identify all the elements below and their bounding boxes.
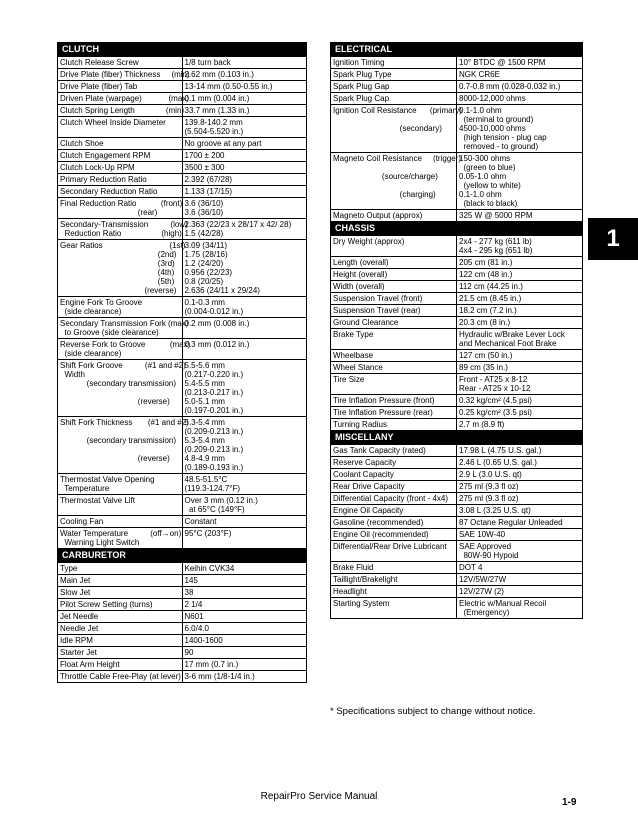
spec-value: N601 [182,611,307,623]
spec-value: Constant [182,516,307,528]
spec-label: Drive Plate (fiber) Tab [58,81,183,93]
spec-value: 3.09 (34/11) 1.75 (28/16) 1.2 (24/20) 0.956 (22/23) 0.8 (20/25) 2.636 (24/11 x 29/24) [182,240,307,297]
spec-value: 122 cm (48 in.) [457,269,583,281]
spec-value: NGK CR6E [457,69,583,81]
section-header [331,431,583,445]
spec-value: 12V/27W (2) [457,586,583,598]
spec-value: 139.8-140.2 mm (5.504-5.520 in.) [182,117,307,138]
spec-label: Brake Fluid [331,562,457,574]
spec-label: Brake Type [331,329,457,350]
spec-row [58,174,307,186]
spec-label: Engine Fork To Groove (side clearance) [58,297,183,318]
spec-label: Tire Size [331,374,457,395]
spec-label: Gas Tank Capacity (rated) [331,445,457,457]
spec-value: 38 [182,587,307,599]
spec-value: SAE 10W-40 [457,529,583,541]
spec-row [58,516,307,528]
spec-label: Float Arm Height [58,659,183,671]
spec-value: 1400-1600 [182,635,307,647]
spec-value: 6.0/4.0 [182,623,307,635]
spec-label: Height (overall) [331,269,457,281]
spec-label: Reverse Fork to Groove (max) (side clearance) [58,339,183,360]
spec-value: 127 cm (50 in.) [457,350,583,362]
spec-value: 112 cm (44.25 in.) [457,281,583,293]
spec-row [331,481,583,493]
spec-value: 0.32 kg/cm² (4.5 psi) [457,395,583,407]
spec-value: 1700 ± 200 [182,150,307,162]
spec-row [58,186,307,198]
spec-change-note: * Specifications subject to change without notice. [330,706,536,717]
spec-value: 13-14 mm (0.50-0.55 in.) [182,81,307,93]
section-title: CHASSIS [331,222,583,236]
page-footer: RepairPro Service Manual [260,791,378,802]
spec-label: Clutch Engagement RPM [58,150,183,162]
section-header [58,43,307,57]
spec-label: Idle RPM [58,635,183,647]
spec-value: 17 mm (0.7 in.) [182,659,307,671]
spec-row [58,360,307,417]
spec-value: Hydraulic w/Brake Lever Lock and Mechanical Foot Brake [457,329,583,350]
spec-label: Slow Jet [58,587,183,599]
spec-label: Taillight/Brakelight [331,574,457,586]
spec-row [58,318,307,339]
spec-row [331,257,583,269]
spec-row [331,153,583,210]
spec-value: No groove at any part [182,138,307,150]
spec-row [331,210,583,222]
spec-row [58,138,307,150]
spec-row [58,495,307,516]
spec-value: 1/8 turn back [182,57,307,69]
chapter-tab: 1 [588,218,638,260]
spec-row [331,574,583,586]
spec-value: 95°C (203°F) [182,528,307,549]
spec-label: Wheel Stance [331,362,457,374]
spec-label: Type [58,563,183,575]
spec-row [58,474,307,495]
spec-row [331,57,583,69]
spec-row [58,671,307,683]
spec-label: Clutch Wheel Inside Diameter [58,117,183,138]
spec-row [331,281,583,293]
spec-label: Starting System [331,598,457,619]
spec-value: 89 cm (35 in.) [457,362,583,374]
spec-row [331,529,583,541]
spec-value: 2.62 mm (0.103 in.) [182,69,307,81]
spec-label: Secondary Transmission Fork (max) to Groove (side clearance) [58,318,183,339]
spec-row [58,117,307,138]
spec-label: Reserve Capacity [331,457,457,469]
spec-label: Magneto Coil Resistance (trigger) (source/charge) (charging) [331,153,457,210]
spec-value: 0.1-0.3 mm (0.004-0.012 in.) [182,297,307,318]
spec-value: 0.1 mm (0.004 in.) [182,93,307,105]
spec-label: Width (overall) [331,281,457,293]
spec-value: DOT 4 [457,562,583,574]
spec-value: 21.5 cm (8.45 in.) [457,293,583,305]
spec-label: Drive Plate (fiber) Thickness (min) [58,69,183,81]
spec-row [58,150,307,162]
spec-value: 48.5-51.5°C (119.3-124.7°F) [182,474,307,495]
spec-row [331,493,583,505]
spec-row [58,659,307,671]
spec-value: 0.25 kg/cm² (3.5 psi) [457,407,583,419]
spec-label: Suspension Travel (rear) [331,305,457,317]
spec-row [58,162,307,174]
spec-row [58,611,307,623]
spec-row [58,81,307,93]
spec-row [331,598,583,619]
spec-value: 8000-12,000 ohms [457,93,583,105]
spec-value: 90 [182,647,307,659]
spec-label: Suspension Travel (front) [331,293,457,305]
spec-label: Clutch Spring Length (min) [58,105,183,117]
spec-value: 0.2 mm (0.008 in.) [182,318,307,339]
spec-label: Spark Plug Gap [331,81,457,93]
spec-label: Main Jet [58,575,183,587]
spec-row [331,505,583,517]
spec-label: Starter Jet [58,647,183,659]
spec-label: Ground Clearance [331,317,457,329]
spec-value: 2x4 - 277 kg (611 lb) 4x4 - 295 kg (651 lb) [457,236,583,257]
spec-label: Engine Oil Capacity [331,505,457,517]
spec-row [331,517,583,529]
spec-row [331,395,583,407]
spec-value: 2.7 m (8.9 ft) [457,419,583,431]
spec-row [331,419,583,431]
page-number: 1-9 [562,797,577,808]
spec-label: Primary Reduction Ratio [58,174,183,186]
spec-label: Secondary Reduction Ratio [58,186,183,198]
spec-value: 87 Octane Regular Unleaded [457,517,583,529]
spec-value: 33.7 mm (1.33 in.) [182,105,307,117]
right-spec-column [330,42,583,619]
spec-value: Over 3 mm (0.12 in.) at 65°C (149°F) [182,495,307,516]
spec-table [330,42,583,619]
spec-value: 12V/5W/27W [457,574,583,586]
spec-row [58,587,307,599]
spec-row [58,105,307,117]
spec-label: Dry Weight (approx) [331,236,457,257]
spec-row [331,541,583,562]
spec-label: Cooling Fan [58,516,183,528]
spec-label: Driven Plate (warpage) (max) [58,93,183,105]
spec-value: 10° BTDC @ 1500 RPM [457,57,583,69]
section-header [331,222,583,236]
spec-row [331,407,583,419]
spec-label: Thermostat Valve Lift [58,495,183,516]
spec-row [331,457,583,469]
spec-row [58,93,307,105]
spec-label: Throttle Cable Free-Play (at lever) [58,671,183,683]
spec-label: Gasoline (recommended) [331,517,457,529]
spec-value: 3.6 (36/10) 3.6 (36/10) [182,198,307,219]
spec-value: 2.46 L (0.65 U.S. gal.) [457,457,583,469]
spec-value: 1.133 (17/15) [182,186,307,198]
spec-value: 3500 ± 300 [182,162,307,174]
spec-row [58,575,307,587]
spec-row [331,374,583,395]
spec-label: Final Reduction Ratio (front) (rear) [58,198,183,219]
spec-label: Spark Plug Type [331,69,457,81]
spec-row [331,105,583,153]
section-header [58,549,307,563]
spec-value: 2.392 (67/28) [182,174,307,186]
spec-row [331,69,583,81]
spec-row [331,305,583,317]
left-spec-column [57,42,307,683]
spec-row [58,339,307,360]
section-title: CARBURETOR [58,549,307,563]
spec-value: Front - AT25 x 8-12 Rear - AT25 x 10-12 [457,374,583,395]
spec-table [57,42,307,683]
spec-label: Pilot Screw Setting (turns) [58,599,183,611]
spec-value: 0.1-1.0 ohm (terminal to ground) 4500-10,000 ohms (high tension - plug cap removed - to ground) [457,105,583,153]
spec-label: Clutch Release Screw [58,57,183,69]
spec-value: 150-300 ohms (green to blue) 0.05-1.0 ohm (yellow to white) 0.1-1.0 ohm (black to black) [457,153,583,210]
spec-value: 275 ml (9.3 fl oz) [457,493,583,505]
spec-row [58,417,307,474]
spec-value: 17.98 L (4.75 U.S. gal.) [457,445,583,457]
spec-value: 275 ml (9.3 fl oz) [457,481,583,493]
spec-row [331,81,583,93]
spec-value: 2 1/4 [182,599,307,611]
spec-value: Keihin CVK34 [182,563,307,575]
spec-value: 18.2 cm (7.2 in.) [457,305,583,317]
spec-label: Jet Needle [58,611,183,623]
spec-row [331,269,583,281]
spec-row [331,445,583,457]
spec-value: SAE Approved 80W-90 Hypoid [457,541,583,562]
spec-row [58,635,307,647]
spec-label: Differential/Rear Drive Lubricant [331,541,457,562]
spec-value: 325 W @ 5000 RPM [457,210,583,222]
section-title: CLUTCH [58,43,307,57]
spec-value: 2.363 (22/23 x 28/17 x 42/ 28) 1.5 (42/28) [182,219,307,240]
spec-label: Wheelbase [331,350,457,362]
spec-value: 205 cm (81 in.) [457,257,583,269]
spec-row [58,623,307,635]
spec-value: 5.5-5.6 mm (0.217-0.220 in.) 5.4-5.5 mm (0.213-0.217 in.) 5.0-5.1 mm (0.197-0.201 in.) [182,360,307,417]
spec-row [331,586,583,598]
spec-label: Thermostat Valve Opening Temperature [58,474,183,495]
spec-label: Ignition Timing [331,57,457,69]
spec-value: 20.3 cm (8 in.) [457,317,583,329]
spec-row [331,317,583,329]
spec-value: 145 [182,575,307,587]
spec-label: Rear Drive Capacity [331,481,457,493]
spec-row [331,362,583,374]
spec-label: Headlight [331,586,457,598]
spec-row [331,93,583,105]
spec-row [58,599,307,611]
spec-label: Secondary-Transmission (low) Reduction Ratio (high) [58,219,183,240]
spec-value: 3.08 L (3.25 U.S. qt) [457,505,583,517]
spec-label: Ignition Coil Resistance (primary) (secondary) [331,105,457,153]
spec-row [58,219,307,240]
spec-row [331,350,583,362]
spec-label: Shift Fork Thickness (#1 and #2) (secondary transmission) (reverse) [58,417,183,474]
spec-row [331,329,583,350]
spec-value: 3-6 mm (1/8-1/4 in.) [182,671,307,683]
spec-label: Spark Plug Cap [331,93,457,105]
spec-value: 0.3 mm (0.012 in.) [182,339,307,360]
spec-label: Tire Inflation Pressure (front) [331,395,457,407]
spec-row [331,293,583,305]
spec-value: 5.3-5.4 mm (0.209-0.213 in.) 5.3-5.4 mm (0.209-0.213 in.) 4.8-4.9 mm (0.189-0.193 in.) [182,417,307,474]
spec-label: Engine Oil (recommended) [331,529,457,541]
spec-row [331,469,583,481]
spec-row [58,528,307,549]
spec-row [58,297,307,318]
spec-row [58,563,307,575]
spec-label: Gear Ratios (1st) (2nd) (3rd) (4th) (5th) (reverse) [58,240,183,297]
spec-label: Turning Radius [331,419,457,431]
spec-value: 0.7-0.8 mm (0.028-0.032 in.) [457,81,583,93]
spec-row [58,69,307,81]
spec-label: Coolant Capacity [331,469,457,481]
spec-row [58,198,307,219]
spec-row [58,57,307,69]
spec-row [58,647,307,659]
spec-label: Shift Fork Groove (#1 and #2) Width (secondary transmission) (reverse) [58,360,183,417]
section-title: MISCELLANY [331,431,583,445]
spec-label: Length (overall) [331,257,457,269]
spec-label: Magneto Output (approx) [331,210,457,222]
spec-row [331,562,583,574]
spec-label: Clutch Shoe [58,138,183,150]
section-header [331,43,583,57]
spec-value: 2.9 L (3.0 U.S. qt) [457,469,583,481]
spec-row [58,240,307,297]
spec-value: Electric w/Manual Recoil (Emergency) [457,598,583,619]
spec-label: Water Temperature (off→on) Warning Light Switch [58,528,183,549]
section-title: ELECTRICAL [331,43,583,57]
spec-row [331,236,583,257]
spec-label: Tire Inflation Pressure (rear) [331,407,457,419]
spec-label: Clutch Lock-Up RPM [58,162,183,174]
spec-label: Differential Capacity (front - 4x4) [331,493,457,505]
spec-label: Needle Jet [58,623,183,635]
